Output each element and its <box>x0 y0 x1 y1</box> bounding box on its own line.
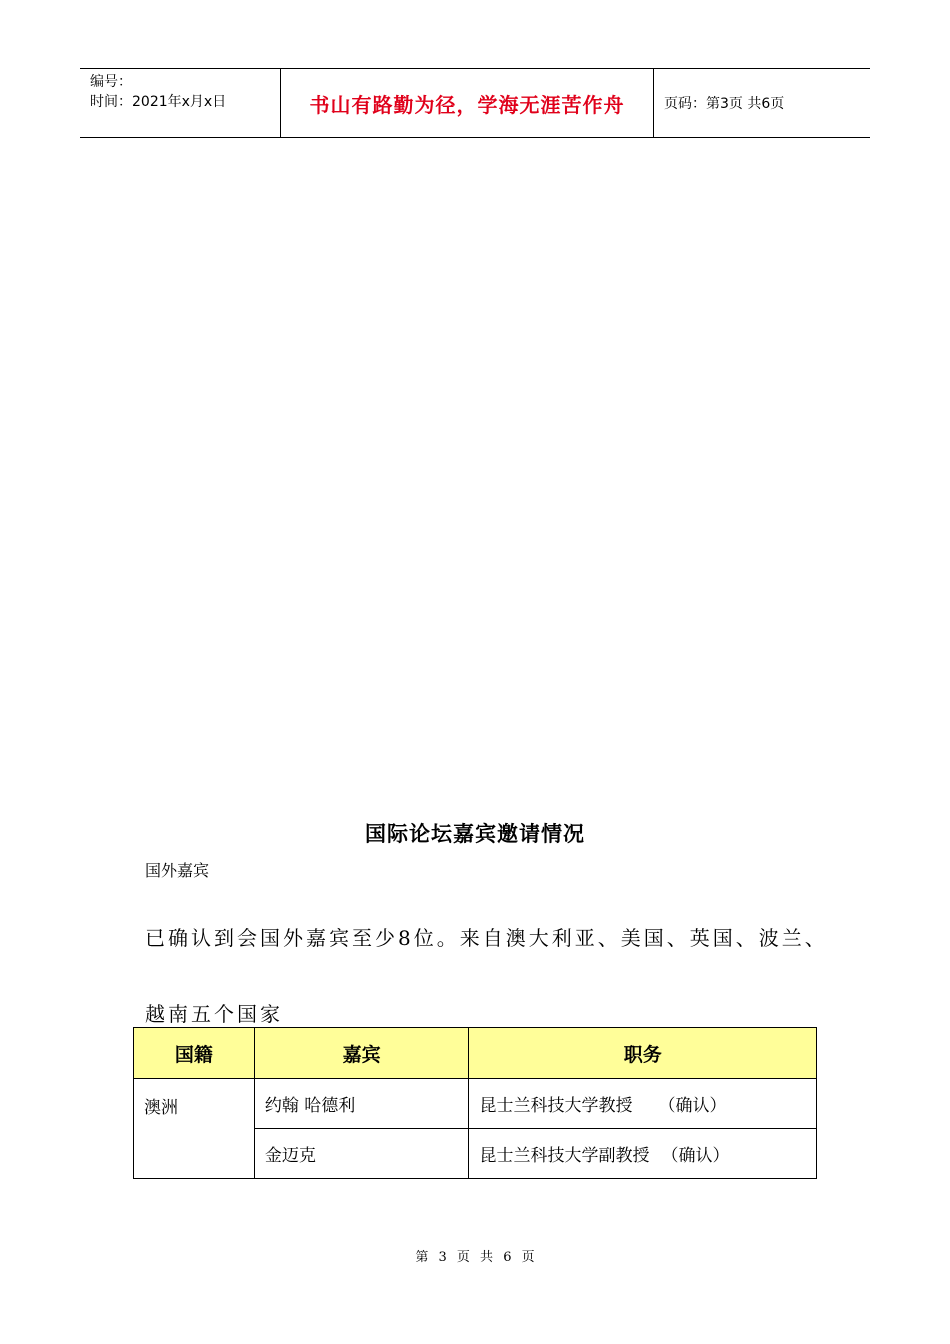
position-text: 昆士兰科技大学副教授 <box>479 1146 650 1166</box>
guest-table <box>133 1027 817 1179</box>
column-header-position: 职务 <box>469 1028 817 1079</box>
position-text: 昆士兰科技大学教授 <box>479 1096 633 1116</box>
page-footer: 第 3 页 共 6 页 <box>415 1250 535 1265</box>
country-cell: 澳洲 <box>134 1079 255 1179</box>
intro-paragraph: 已确认到会国外嘉宾至少8位。来自澳大利亚、美国、英国、波兰、越南五个国家 <box>145 926 828 1026</box>
confirm-status: （确认） <box>661 1146 730 1166</box>
guest-cell: 约翰 哈德利 <box>254 1079 469 1129</box>
document-title: 国际论坛嘉宾邀请情况 <box>365 822 585 846</box>
header-motto: 书山有路勤为径，学海无涯苦作舟 <box>281 69 654 137</box>
position-cell <box>469 1129 817 1179</box>
serial-label: 编号： <box>90 74 132 90</box>
date-label: 时间：2021年x月x日 <box>90 94 227 110</box>
column-header-guest: 嘉宾 <box>254 1028 469 1079</box>
section-subheading: 国外嘉宾 <box>145 861 210 880</box>
position-cell <box>469 1079 817 1129</box>
header-page-label: 页码：第3页 共6页 <box>664 96 785 112</box>
page-header <box>80 68 870 138</box>
header-meta <box>80 69 281 137</box>
guest-cell: 金迈克 <box>254 1129 469 1179</box>
column-header-nationality: 国籍 <box>134 1028 255 1079</box>
confirm-status: （确认） <box>658 1096 727 1116</box>
table-header-row <box>134 1028 817 1079</box>
table-row <box>134 1079 817 1129</box>
